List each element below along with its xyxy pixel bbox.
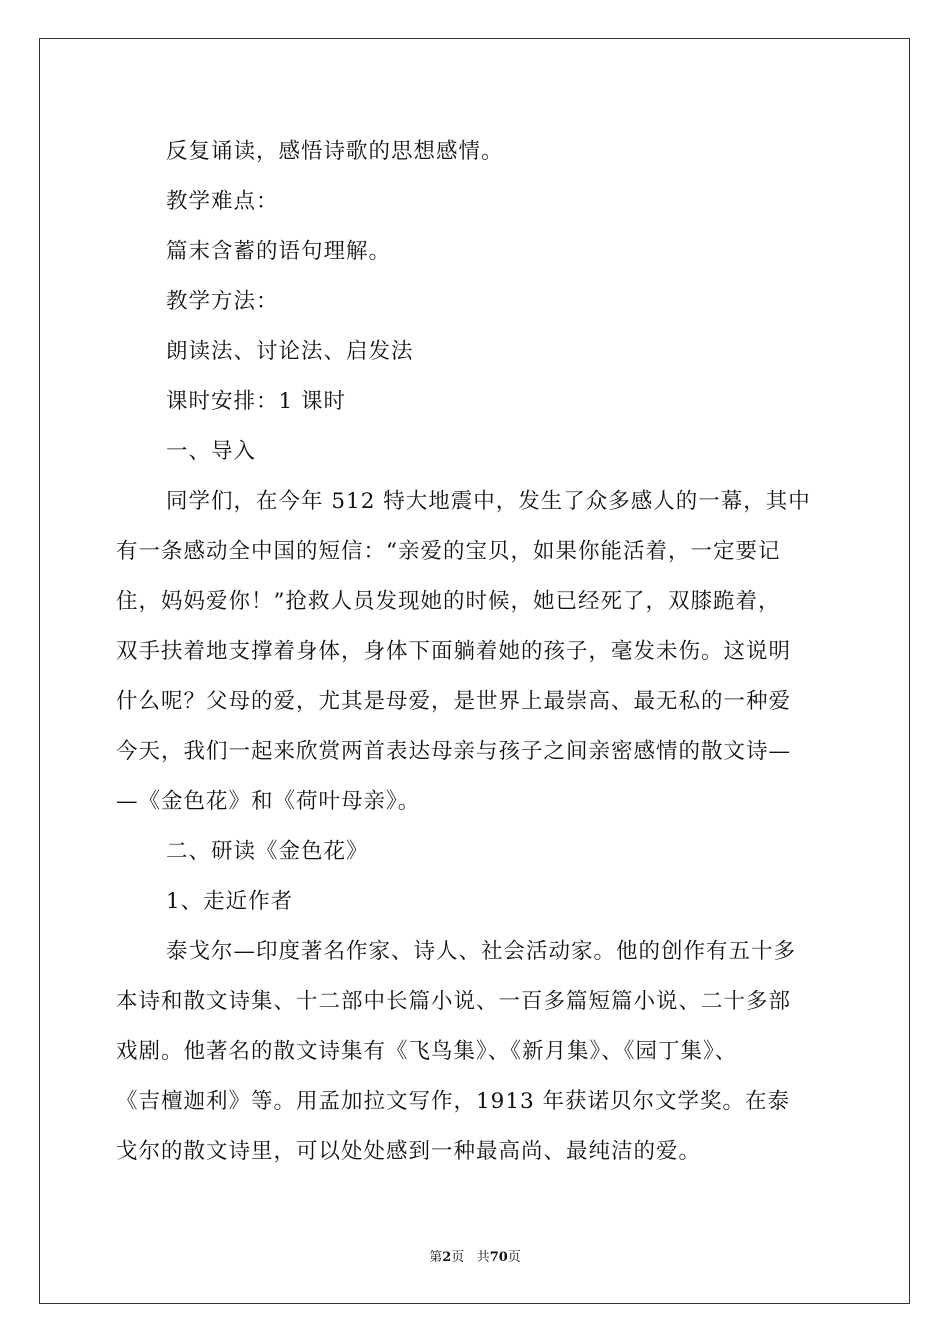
footer-total-pages: 70 <box>489 1250 508 1265</box>
footer-page-suffix: 页 <box>451 1250 465 1265</box>
body-line: 戏剧。他著名的散文诗集有《飞鸟集》、《新月集》、《园丁集》、 <box>116 1039 738 1064</box>
body-line: 朗读法、讨论法、启发法 <box>166 339 414 364</box>
body-line: 同学们，在今年 512 特大地震中，发生了众多感人的一幕，其中 <box>166 489 811 514</box>
body-line: 今天，我们一起来欣赏两首表达母亲与孩子之间亲密感情的散文诗— <box>116 739 792 764</box>
body-line: 有一条感动全中国的短信：“亲爱的宝贝，如果你能活着，一定要记 <box>116 539 781 564</box>
body-line: 戈尔的散文诗里，可以处处感到一种最高尚、最纯洁的爱。 <box>116 1139 702 1164</box>
body-line: 篇末含蓄的语句理解。 <box>166 239 392 264</box>
body-line: 1、走近作者 <box>166 889 294 914</box>
body-line: —《金色花》和《荷叶母亲》。 <box>116 789 421 814</box>
body-line: 教学难点： <box>166 189 279 214</box>
body-line: 《吉檀迦利》等。用孟加拉文写作，1913 年获诺贝尔文学奖。在泰 <box>116 1089 791 1114</box>
footer-page-number: 2 <box>442 1250 452 1265</box>
body-line: 泰戈尔—印度著名作家、诗人、社会活动家。他的创作有五十多 <box>166 939 797 964</box>
body-line: 一、导入 <box>166 439 257 464</box>
body-line: 双手扶着地支撑着身体，身体下面躺着她的孩子，毫发未伤。这说明 <box>116 639 792 664</box>
body-line: 本诗和散文诗集、十二部中长篇小说、一百多篇短篇小说、二十多部 <box>116 989 792 1014</box>
footer-total-prefix: 共 <box>476 1250 490 1265</box>
body-line: 什么呢？父母的爱，尤其是母爱，是世界上最崇高、最无私的一种爱 <box>116 689 792 714</box>
page-footer <box>0 1246 950 1265</box>
body-line: 住，妈妈爱你！”抢救人员发现她的时候，她已经死了，双膝跪着， <box>116 589 781 614</box>
footer-page-prefix: 第 <box>429 1250 443 1265</box>
body-line: 二、研读《金色花》 <box>166 839 369 864</box>
body-line: 课时安排：1 课时 <box>166 389 347 414</box>
footer-total-suffix: 页 <box>507 1250 521 1265</box>
body-line: 教学方法： <box>166 289 279 314</box>
body-line: 反复诵读，感悟诗歌的思想感情。 <box>166 139 504 164</box>
document-body <box>116 127 836 1177</box>
